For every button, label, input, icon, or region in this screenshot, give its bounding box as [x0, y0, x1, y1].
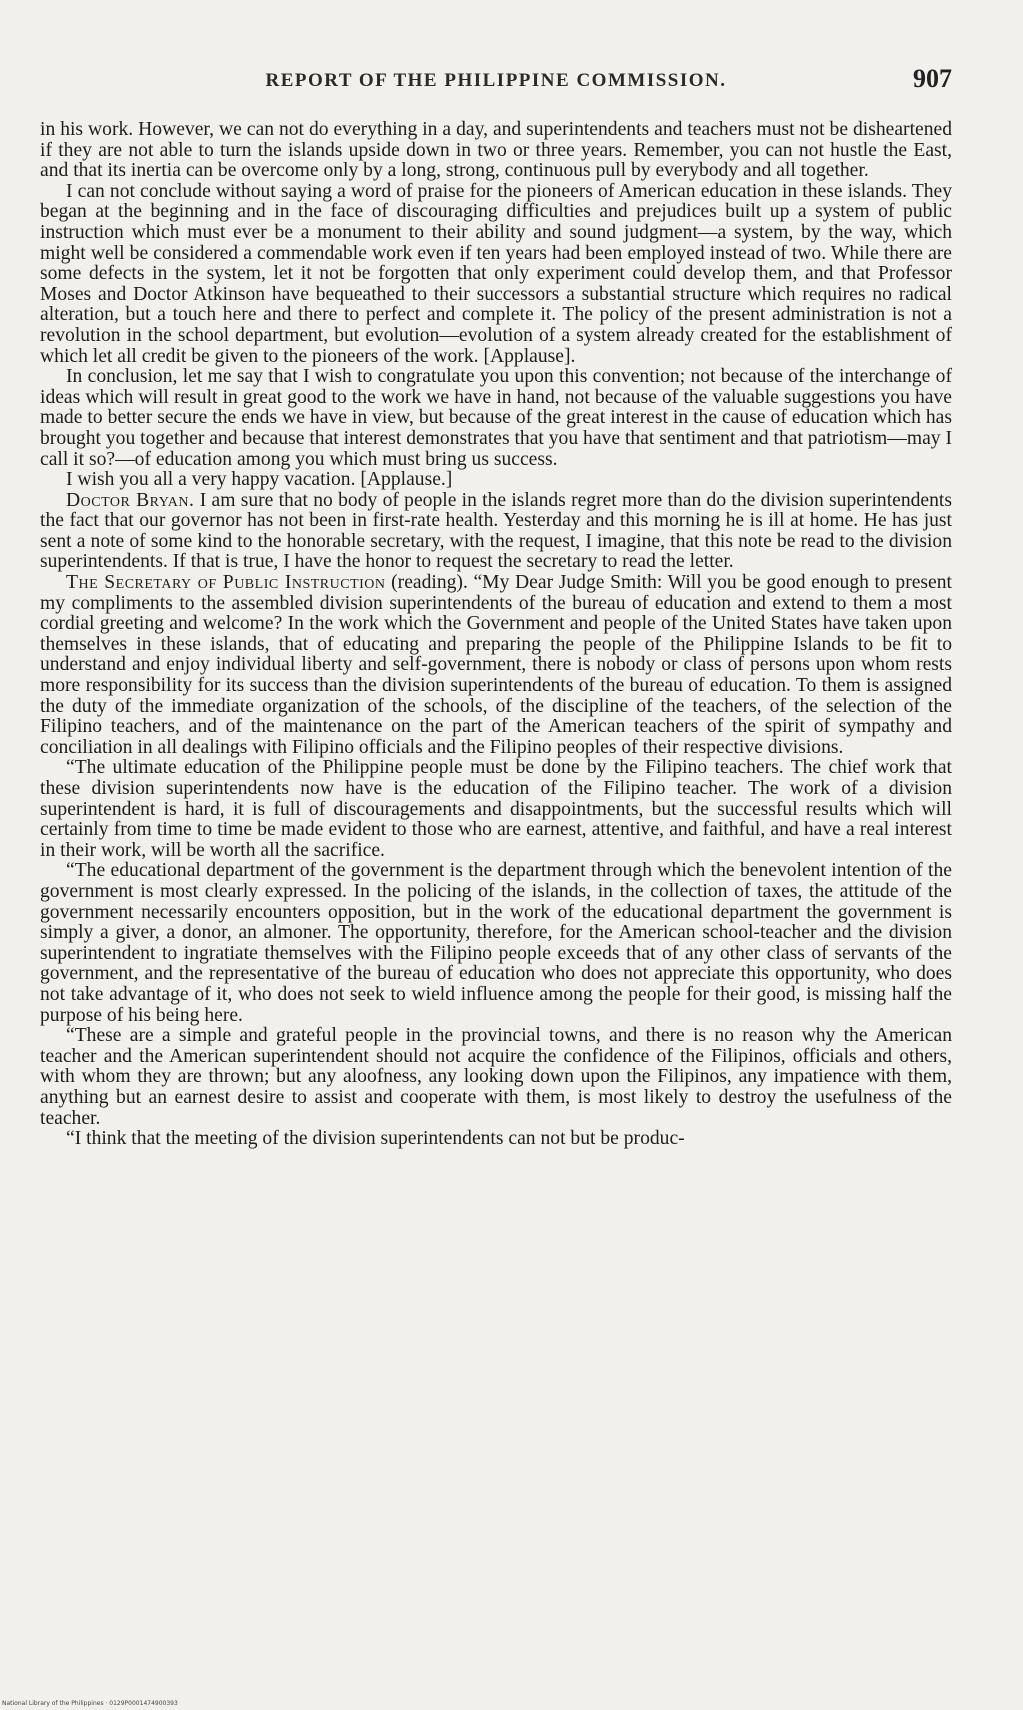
paragraph-1: in his work. However, we can not do everything in a day, and superintendents and teachers must not be disheartened if they are not able to turn the islands upside down in two or three years. Remember, you can not hustle the East, and that its inertia can be overcome only by a long, strong, continuous pull by everybody and all together.: [40, 119, 952, 182]
paragraph-8: “The educational department of the government is the department through which the benevolent intention of the government is most clearly expressed. In the policing of the islands, in the collection of taxes, the attitude of the government necessarily encounters opposition, but in the work of the educational department the government is simply a giver, a donor, an almoner. The opportunity, therefore, for the American school-teacher and the division superintendent to ingratiate themselves with the Filipino people exceeds that of any other class of servants of the government, and the representative of the bureau of education who does not appreciate this opportunity, who does not take advantage of it, who does not seek to wield influence among the people for their good, is missing half the purpose of his being here.: [40, 860, 952, 1026]
page-number: 907: [913, 64, 952, 93]
paragraph-4: I wish you all a very happy vacation. [Applause.]: [66, 469, 453, 491]
speaker-secretary: The Secretary of Public Instruction: [66, 572, 386, 594]
paragraph-5-text: I am sure that no body of people in the islands regret more than do the division superintendents the fact that our governor has not been in first-rate health. Yesterday and this morning he is ill at home. He has just sent a note of some kind to the honorable secretary, with the request, I imagine, that this note be read to the division superintendents. If that is true, I have the honor to request the secretary to read the letter.: [40, 489, 952, 573]
paragraph-9: “These are a simple and grateful people in the provincial towns, and there is no reason why the American teacher and the American superintendent should not acquire the confidence of the Filipinos, officials and others, with whom they are thrown; but any aloofness, any looking down upon the Filipinos, any impatience with them, anything but an earnest desire to assist and cooperate with them, is most likely to destroy the usefulness of the teacher.: [40, 1025, 952, 1129]
paragraph-7: “The ultimate education of the Philippine people must be done by the Filipino teachers. The chief work that these division superintendents now have is the education of the Filipino teacher. The work of a division superintendent is hard, it is full of discouragements and disappointments, but the successful results which will certainly from time to time be made evident to those who are earnest, attentive, and faithful, and have a real interest in their work, will be worth all the sacrifice.: [40, 757, 952, 861]
paragraph-3: In conclusion, let me say that I wish to congratulate you upon this convention; not because of the interchange of ideas which will result in great good to the work we have in hand, not because of the valuable suggestions you have made to better secure the ends we have in view, but because of the great interest in the cause of education which has brought you together and because that interest demonstrates that you have that sentiment and that patriotism—may I call it so?—of education among you which must bring us success.: [40, 366, 952, 470]
page-header: [40, 64, 952, 98]
scan-source-footer: National Library of the Philippines · 0129P0001474900393: [2, 1700, 178, 1707]
paragraph-2: I can not conclude without saying a word of praise for the pioneers of American education in these islands. They began at the beginning and in the face of discouraging difficulties and prejudices built up a system of public instruction which must ever be a monument to their ability and sound judgment—a system, by the way, which might well be considered a commendable work even if ten years had been employed instead of two. While there are some defects in the system, let it not be forgotten that only experiment could develop them, and that Professor Moses and Doctor Atkinson have bequeathed to their successors a substantial structure which requires no radical alteration, but a touch here and there to perfect and complete it. The policy of the present administration is not a revolution in the school department, but evolution—evolution of a system already created for the establishment of which let all credit be given to the pioneers of the work. [Applause].: [40, 180, 952, 367]
paragraph-6-text: (reading). “My Dear Judge Smith: Will you be good enough to present my compliments to the assembled division superintendents of the bureau of education and extend to them a most cordial greeting and welcome? In the work which the Government and people of the United States have taken upon themselves in these islands, that of educating and preparing the people of the Philippine Islands to be fit to understand and enjoy individual liberty and self-government, there is nobody or class of persons upon whom rests more responsibility for its success than the division superintendents of the bureau of education. To them is assigned the duty of the immediate organization of the schools, of the discipline of the teachers, of the selection of the Filipino teachers, and of the maintenance on the part of the American teachers of the spirit of sympathy and conciliation in all dealings with Filipino officials and the Filipino peoples of their respective divisions.: [40, 572, 952, 758]
running-head: REPORT OF THE PHILIPPINE COMMISSION.: [265, 70, 727, 91]
body-text: [40, 120, 952, 1150]
speaker-doctor-bryan: Doctor Bryan.: [66, 489, 195, 511]
paragraph-10: “I think that the meeting of the division superintendents can not but be produc-: [66, 1128, 685, 1150]
paragraph-5: [40, 491, 952, 573]
paragraph-6: [40, 573, 952, 758]
